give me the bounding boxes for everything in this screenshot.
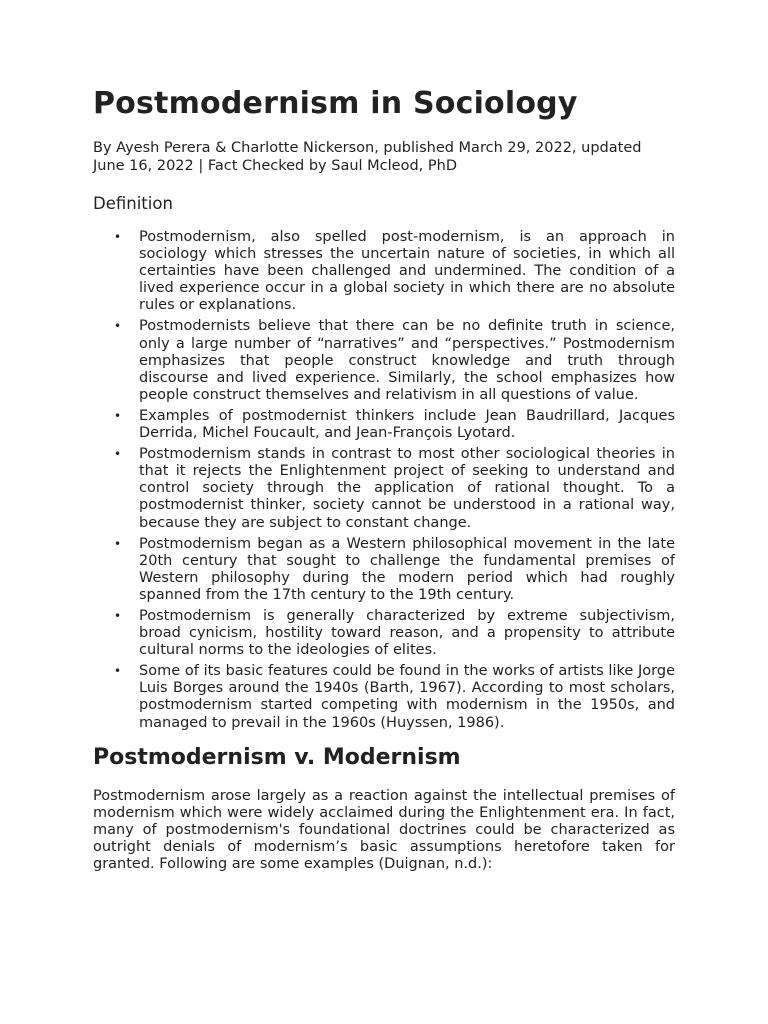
list-item (93, 536, 675, 604)
list-item-text: Postmodernism, also spelled post-modernism, is an approach in sociology which stresses the uncertain nature of societies, in which all certainties have been challenged and undermined. The condition of a lived experience occur in a global society in which there are no absolute rules or explanations. (139, 229, 675, 314)
list-item-text: Examples of postmodernist thinkers include Jean Baudrillard, Jacques Derrida, Michel Foucault, and Jean-François Lyotard. (139, 407, 675, 442)
list-item (93, 663, 675, 731)
list-item (93, 318, 675, 403)
section-heading: Postmodernism v. Modernism (93, 744, 461, 770)
bullet-icon: • (114, 447, 122, 462)
list-item (93, 608, 675, 659)
list-item (93, 408, 675, 442)
byline: By Ayesh Perera & Charlotte Nickerson, published March 29, 2022, updated June 16, 2022 | Fact Checked by Saul Mcleod, PhD (93, 140, 642, 174)
definition-list (93, 229, 675, 732)
article (93, 84, 675, 888)
bullet-icon: • (114, 230, 122, 244)
list-item-text: Postmodernism began as a Western philosophical movement in the late 20th century that sought to challenge the fundamental premises of Western philosophy during the modern period which had roughly spanned from the 17th century to the 19th century. (139, 535, 675, 603)
bullet-icon: • (114, 319, 122, 334)
definition-heading: Definition (93, 194, 173, 213)
section-paragraph: Postmodernism arose largely as a reaction against the intellectual premises of modernism which were widely acclaimed during the Enlightenment era. In fact, many of postmodernism's foundational doctrines could be characterized as outright denials of modernism’s basic assumptions heretofore taken for granted. Following are some examples (Duignan, n.d.): (93, 787, 675, 872)
list-item-text: Some of its basic features could be found in the works of artists like Jorge Luis Borges around the 1940s (Barth, 1967). According to most scholars, postmodernism started competing with modernism in the 1950s, and managed to prevail in the 1960s (Huyssen, 1986). (139, 663, 675, 731)
bullet-icon: • (114, 408, 122, 423)
list-item-text: Postmodernism stands in contrast to most other sociological theories in that it rejects the Enlightenment project of seeking to understand and control society through the application of rational thought. To a postmodernist thinker, society cannot be understood in a rational way, because they are subject to constant change. (139, 446, 675, 531)
list-item (93, 446, 675, 531)
bullet-icon: • (114, 536, 122, 551)
bullet-icon: • (114, 664, 122, 679)
list-item (93, 229, 675, 314)
list-item-text: Postmodernists believe that there can be no definite truth in science, only a large number of “narratives” and “perspectives.” Postmodernism emphasizes that people construct knowledge and truth through discourse and lived experience. Similarly, the school emphasizes how people construct themselves and relativism in all questions of value. (139, 318, 675, 403)
list-item-text: Postmodernism is generally characterized by extreme subjectivism, broad cynicism, hostility toward reason, and a propensity to attribute cultural norms to the ideologies of elites. (139, 607, 675, 659)
bullet-icon: • (114, 608, 122, 623)
page-title: Postmodernism in Sociology (93, 86, 578, 121)
